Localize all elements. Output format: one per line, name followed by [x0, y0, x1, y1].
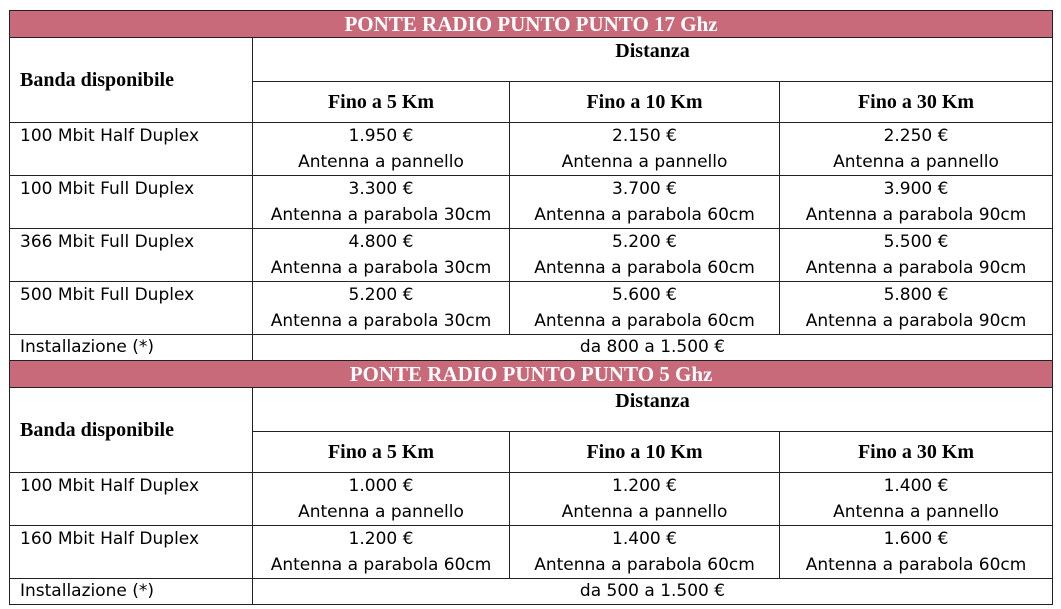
- price-cell: [253, 526, 510, 579]
- table-row: [10, 123, 1053, 176]
- price-cell: [510, 123, 780, 176]
- distanza-header: Distanza: [253, 388, 1053, 432]
- price: 3.700 €: [612, 179, 677, 199]
- price-cell: [253, 229, 510, 282]
- table-row: [10, 229, 1053, 282]
- row-label: 100 Mbit Half Duplex: [10, 473, 253, 526]
- price: 1.600 €: [883, 529, 949, 549]
- price-cell: [780, 526, 1053, 579]
- price: 5.600 €: [612, 285, 677, 305]
- column-header: Fino a 5 Km: [253, 82, 510, 123]
- row-label: 160 Mbit Half Duplex: [10, 526, 253, 579]
- price-cell: [780, 176, 1053, 229]
- column-header: Fino a 30 Km: [780, 432, 1053, 473]
- row-label: 500 Mbit Full Duplex: [10, 282, 253, 335]
- antenna: Antenna a parabola 30cm: [270, 205, 492, 225]
- installazione-value: da 500 a 1.500 €: [253, 579, 1053, 605]
- price-cell: [780, 282, 1053, 335]
- antenna: Antenna a parabola 60cm: [534, 311, 755, 331]
- price: 4.800 €: [348, 232, 414, 252]
- price: 5.200 €: [348, 285, 414, 305]
- antenna: Antenna a parabola 90cm: [805, 258, 1027, 278]
- antenna: Antenna a parabola 90cm: [805, 205, 1027, 225]
- table-row: [10, 526, 1053, 579]
- antenna: Antenna a pannello: [298, 152, 464, 172]
- antenna: Antenna a parabola 60cm: [534, 555, 755, 575]
- section-title: PONTE RADIO PUNTO PUNTO 5 Ghz: [10, 361, 1053, 388]
- table-row: [10, 282, 1053, 335]
- price: 1.950 €: [348, 126, 414, 146]
- column-header: Fino a 5 Km: [253, 432, 510, 473]
- antenna: Antenna a parabola 30cm: [270, 311, 492, 331]
- antenna: Antenna a pannello: [298, 502, 464, 522]
- price: 3.900 €: [883, 179, 949, 199]
- table-row: [10, 176, 1053, 229]
- price: 1.200 €: [348, 529, 414, 549]
- row-label: 366 Mbit Full Duplex: [10, 229, 253, 282]
- price: 5.500 €: [883, 232, 949, 252]
- banda-header: Banda disponibile: [10, 388, 253, 473]
- price: 3.300 €: [348, 179, 414, 199]
- price-cell: [780, 473, 1053, 526]
- antenna: Antenna a pannello: [833, 502, 999, 522]
- antenna: Antenna a parabola 60cm: [534, 258, 755, 278]
- table-row: [10, 473, 1053, 526]
- antenna: Antenna a parabola 30cm: [270, 258, 492, 278]
- antenna: Antenna a parabola 90cm: [805, 311, 1027, 331]
- antenna: Antenna a parabola 60cm: [534, 205, 755, 225]
- price: 2.250 €: [883, 126, 949, 146]
- price-cell: [253, 176, 510, 229]
- price-cell: [510, 229, 780, 282]
- price-cell: [510, 473, 780, 526]
- price-table: [9, 10, 1053, 605]
- section-title-row: [10, 361, 1053, 388]
- price-sheet: [9, 10, 1052, 605]
- price: 2.150 €: [612, 126, 677, 146]
- header-row: [10, 388, 1053, 432]
- section-title: PONTE RADIO PUNTO PUNTO 17 Ghz: [10, 11, 1053, 38]
- column-header: Fino a 10 Km: [510, 432, 780, 473]
- section-title-row: [10, 11, 1053, 38]
- price-cell: [253, 282, 510, 335]
- antenna: Antenna a parabola 60cm: [270, 555, 492, 575]
- price-cell: [780, 229, 1053, 282]
- row-label: 100 Mbit Full Duplex: [10, 176, 253, 229]
- antenna: Antenna a pannello: [561, 152, 728, 172]
- banda-header: Banda disponibile: [10, 38, 253, 123]
- price: 1.400 €: [612, 529, 677, 549]
- price: 5.200 €: [612, 232, 677, 252]
- price: 1.200 €: [612, 476, 677, 496]
- antenna: Antenna a parabola 60cm: [805, 555, 1027, 575]
- installazione-row: [10, 335, 1053, 361]
- price-cell: [510, 176, 780, 229]
- installazione-label: Installazione (*): [10, 335, 253, 361]
- header-row: [10, 38, 1053, 82]
- price-cell: [253, 473, 510, 526]
- antenna: Antenna a pannello: [833, 152, 999, 172]
- installazione-value: da 800 a 1.500 €: [253, 335, 1053, 361]
- price: 1.400 €: [883, 476, 949, 496]
- price-cell: [780, 123, 1053, 176]
- column-header: Fino a 10 Km: [510, 82, 780, 123]
- price-cell: [510, 526, 780, 579]
- antenna: Antenna a pannello: [561, 502, 728, 522]
- price: 1.000 €: [348, 476, 414, 496]
- distanza-header: Distanza: [253, 38, 1053, 82]
- price: 5.800 €: [883, 285, 949, 305]
- price-cell: [510, 282, 780, 335]
- installazione-row: [10, 579, 1053, 605]
- column-header: Fino a 30 Km: [780, 82, 1053, 123]
- price-cell: [253, 123, 510, 176]
- installazione-label: Installazione (*): [10, 579, 253, 605]
- row-label: 100 Mbit Half Duplex: [10, 123, 253, 176]
